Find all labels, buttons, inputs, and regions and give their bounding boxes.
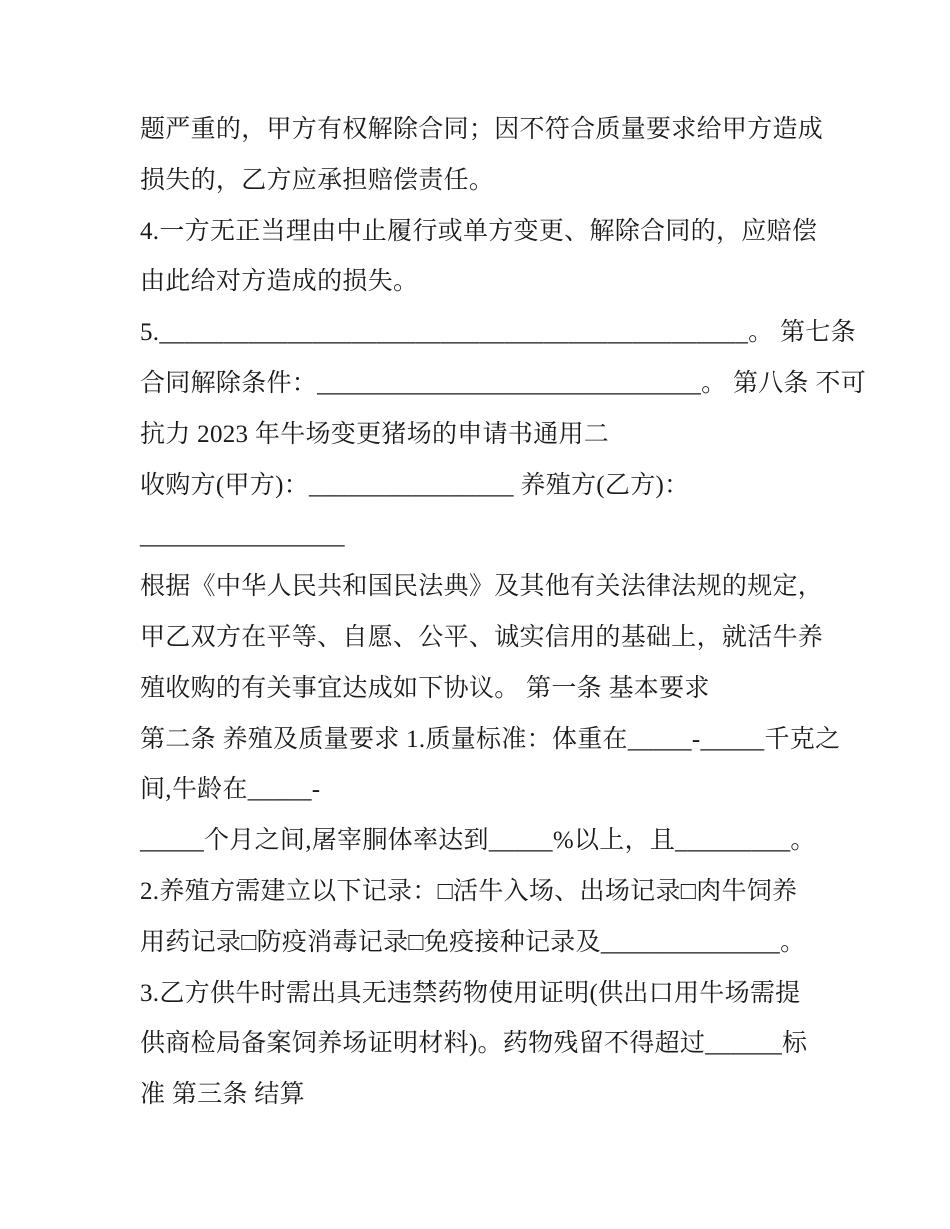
document-body xyxy=(140,105,867,1121)
text-line: 题严重的，甲方有权解除合同；因不符合质量要求给甲方造成 xyxy=(140,116,824,143)
text-line: 准 第三条 结算 xyxy=(140,1081,305,1109)
text-line: 供商检局备案饲养场证明材料)。药物残留不得超过______标 xyxy=(140,1030,808,1058)
text-line: 3.乙方供牛时需出具无违禁药物使用证明(供出口用牛场需提 xyxy=(140,979,801,1007)
text-line: 间,牛龄在_____- xyxy=(140,776,321,804)
text-line: 4.一方无正当理由中止履行或单方变更、解除合同的，应赔偿 xyxy=(140,217,818,245)
text-line: 第二条 养殖及质量要求 1.质量标准：体重在_____-_____千克之 xyxy=(140,725,841,753)
text-line: 甲乙双方在平等、自愿、公平、诚实信用的基础上，就活牛养 xyxy=(140,623,824,651)
text-line: 合同解除条件：______________________________。 第八条 不可 xyxy=(140,369,867,397)
text-line: ________________ xyxy=(140,522,345,550)
text-line: 2.养殖方需建立以下记录：□活牛入场、出场记录□肉牛饲养 xyxy=(140,877,798,905)
text-line: 收购方(甲方)：________________ 养殖方(乙方)： xyxy=(140,471,690,499)
text-line: 由此给对方造成的损失。 xyxy=(140,268,419,296)
text-line: 殖收购的有关事宜达成如下协议。 第一条 基本要求 xyxy=(140,674,710,702)
text-line: 5.______________________________________________。 第七条 xyxy=(140,319,856,347)
text-line: 用药记录□防疫消毒记录□免疫接种记录及______________。 xyxy=(140,928,806,956)
text-line: 损失的，乙方应承担赔偿责任。 xyxy=(140,166,495,194)
text-line: _____个月之间,屠宰胴体率达到_____%以上，且_________。 xyxy=(140,827,816,855)
text-line: 根据《中华人民共和国民法典》及其他有关法律法规的规定， xyxy=(140,573,824,601)
text-line: 抗力 2023 年牛场变更猪场的申请书通用二 xyxy=(140,420,610,448)
